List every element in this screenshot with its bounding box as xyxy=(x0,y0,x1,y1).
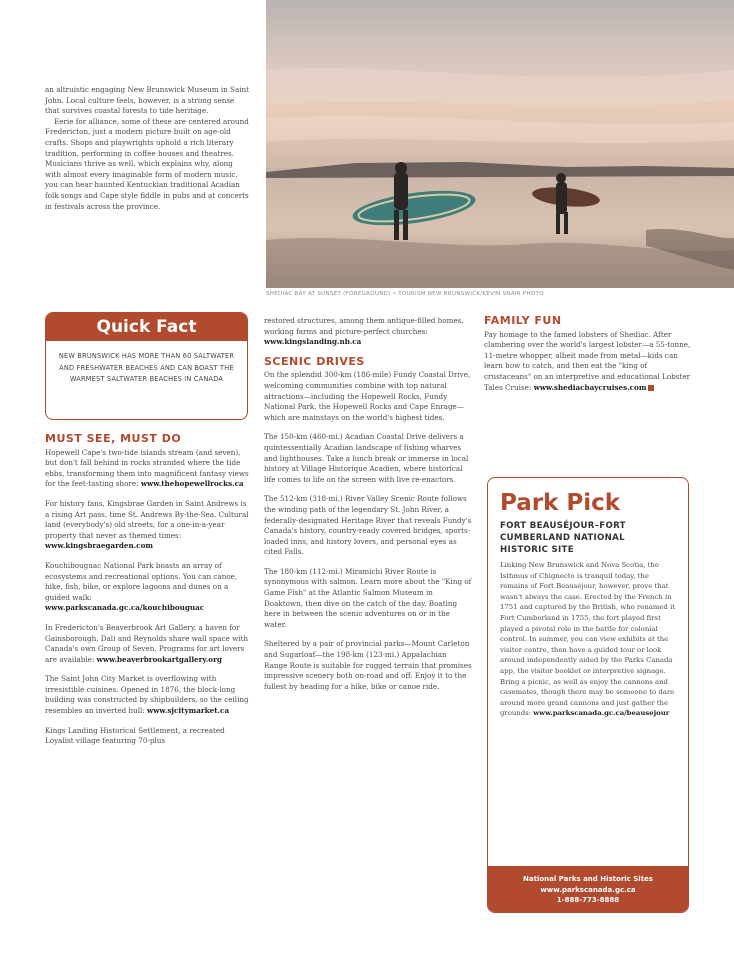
scenic-drives-heading: SCENIC DRIVES xyxy=(264,354,365,368)
park-pick-box xyxy=(487,477,689,913)
shediac-link[interactable]: www.shediacbaycruises.com xyxy=(533,382,647,392)
list-item xyxy=(45,499,251,552)
intro-text xyxy=(45,85,251,212)
family-fun-body xyxy=(484,330,694,394)
photo-credit: SHEDIAC BAY AT SUNSET (FOREGROUND) • TOURISM NEW BRUNSWICK/KEVIN SNAIR PHOTO xyxy=(266,291,544,297)
item-link[interactable]: www.parkscanada.gc.ca/kouchibouguac xyxy=(45,603,205,613)
scenic-paragraph: The 150-km (460-mi.) Acadian Coastal Drive delivers a quintessentially Acadian landscape of fishing wharves and lighthouses. Take a lunch break or immerse in local history at Village Historique Acadien, where historical life comes to life on the screen with live re-enactors. xyxy=(264,432,469,484)
list-item xyxy=(45,448,251,490)
intro-paragraph-2: Eerie for alliance, some of these are centered around Fredericton, just a modern picture built on age-old crafts. Shops and playwrights uphold a rich literary tradition, performing in coffee houses and theatres. Musicians thrive as well, which explains why, along with almost every imaginable form of modern music, you can hear haunted Kentuckian traditional Acadian folk songs and Cape style fiddle in pubs and at concerts in festivals across the province. xyxy=(45,116,249,211)
scenic-paragraph: On the splendid 300-km (186-mile) Fundy Coastal Drive, welcoming communities combine with top natural attractions—including the Hopewell Rocks, Fundy National Park, the Hopewell Rocks and Cape Enrage—which are mainstays on the world's highest tides. xyxy=(264,370,471,422)
family-fun-section xyxy=(484,316,694,402)
item-link[interactable]: www.kingsbraegarden.com xyxy=(45,541,153,551)
paragraph-text: restored structures, among them antique-filled homes, working farms and picture-perfect churches: xyxy=(264,316,464,336)
item-link[interactable]: www.thehopewellrocks.ca xyxy=(140,479,244,489)
list-item xyxy=(45,726,251,747)
park-pick-footer xyxy=(488,866,688,912)
item-text: In Fredericton's Beaverbrook Art Gallery, a haven for Gainsborough, Dali and Reynolds share wall space with Canada's own Group of Seven. Programs for art lovers are available: xyxy=(45,622,249,664)
quick-fact-box xyxy=(45,312,248,420)
park-pick-subtitle: FORT BEAUSÉJOUR–FORT CUMBERLAND NATIONAL HISTORIC SITE xyxy=(500,521,626,555)
list-item xyxy=(45,561,251,614)
item-link[interactable]: www.sjcitymarket.ca xyxy=(147,706,230,716)
hero-photo xyxy=(266,0,734,288)
item-text: For history fans, Kingsbrae Garden in Saint Andrews is a rising Art pass, time St. Andrews By-the-Sea. Cultural land (everybody's) old streets, for a one-in-a-year property that never as themed times: xyxy=(45,498,249,540)
park-pick-title: Park Pick xyxy=(500,490,621,516)
column-2 xyxy=(264,316,472,701)
family-fun-heading: FAMILY FUN xyxy=(484,314,562,327)
quick-fact-body: NEW BRUNSWICK HAS MORE THAN 60 SALTWATER AND FRESHWATER BEACHES AND CAN BOAST THE WARMEST SALTWATER BEACHES IN CANADA xyxy=(58,352,235,383)
item-text: The Saint John City Market is overflowing with irresistible cuisines. Opened in 1876, the block-long building was constructed by shipbuilders, so the ceiling resembles an inverted hull: xyxy=(45,674,249,716)
item-link[interactable]: www.beaverbrookartgallery.org xyxy=(96,654,222,664)
quick-fact-title: Quick Fact xyxy=(46,313,247,341)
footer-link[interactable]: www.parkscanada.gc.ca xyxy=(540,885,636,894)
item-text: Hopewell Cape's two-tide islands stream (and seven), but don't fall behind in rocks stranded where the tide ebbs, transforming them into magnificent fantasy views for the feet-tasting shore: xyxy=(45,447,249,489)
item-text: Kouchibouguac National Park boasts an array of ecosystems and recreational options. You can canoe, hike, fish, bike, or explore lagoons and dunes on a guided walk: xyxy=(45,560,238,602)
item-text: Kings Landing Historical Settlement, a recreated Loyalist village featuring 70-plus xyxy=(45,725,225,746)
paragraph-text: Linking New Brunswick and Nova Scotia, the Isthmus of Chignecto is tranquil today, the remains of Fort Beauséjour, however, prove that wasn't always the case. Erected by the French in 1751 and captured by the British, who renamed it Fort Cumberland in 1755, the fort played first played a pivotal role in the battle for colonial control. In summer, you can view exhibits at the visitor centre, then have a guided tour or look around independently aided by the Parks Canada app, the visitor booklet or interpretive signage. Bring a picnic, as well as enjoy the cannons and casemates, though there may be someone to dare around more grand cannons and just gather the grounds: xyxy=(500,561,676,718)
kings-landing-continued xyxy=(264,316,472,348)
paddleboarders-photo xyxy=(266,0,734,288)
end-mark-icon xyxy=(648,385,654,391)
paragraph-text: Pay homage to the famed lobsters of Shediac. After clambering over the world's largest lobster—a 55-tonne, 11-metre whopper, albeit made from metal—kids can learn how to catch, and then eat the "king of crustaceans" on an interpretive and educational Lobster Tales Cruise: xyxy=(484,329,691,392)
park-pick-body xyxy=(488,556,688,719)
must-see-section xyxy=(45,434,251,756)
intro-paragraph-1: an altruistic engaging New Brunswick Museum in Saint John. Local culture feels, however, is a strong sense that survives coastal forests to tide heritage. xyxy=(45,85,250,116)
list-item xyxy=(45,674,251,716)
footer-line: National Parks and Historic Sites xyxy=(523,875,653,883)
scenic-paragraph: Sheltered by a pair of provincial parks—Mount Carleton and Sugarloaf—the 198-km (123-mi.) Appalachian Range Route is suitable for rugged terrain that promises impressive scenery both on-road and off. Enjoy it to the fullest by heading for a hike, bike or canoe ride. xyxy=(264,639,472,691)
footer-phone: 1-888-773-8888 xyxy=(556,896,620,904)
must-see-heading: MUST SEE, MUST DO xyxy=(45,432,182,445)
kings-landing-link[interactable]: www.kingslanding.nb.ca xyxy=(264,337,362,347)
scenic-paragraph: The 180-km (112-mi.) Miramichi River Route is synonymous with salmon. Learn more about the "King of Game Fish" at the Atlantic Salmon Museum in Doaktown, then dive on the catch of the day. Boating here in between the scenic adventures on or in the water. xyxy=(264,566,472,629)
beausejour-link[interactable]: www.parkscanada.gc.ca/beausejour xyxy=(533,709,670,718)
list-item xyxy=(45,623,251,665)
scenic-paragraph: The 512-km (318-mi.) River Valley Scenic Route follows the winding path of the legendary St. John River, a federally-designated Heritage River that reveals Fundy's Canada's history, country-ready covered bridges, sports-loaded inns, and history lovers, and personal eyes as cited Falls. xyxy=(264,494,472,557)
